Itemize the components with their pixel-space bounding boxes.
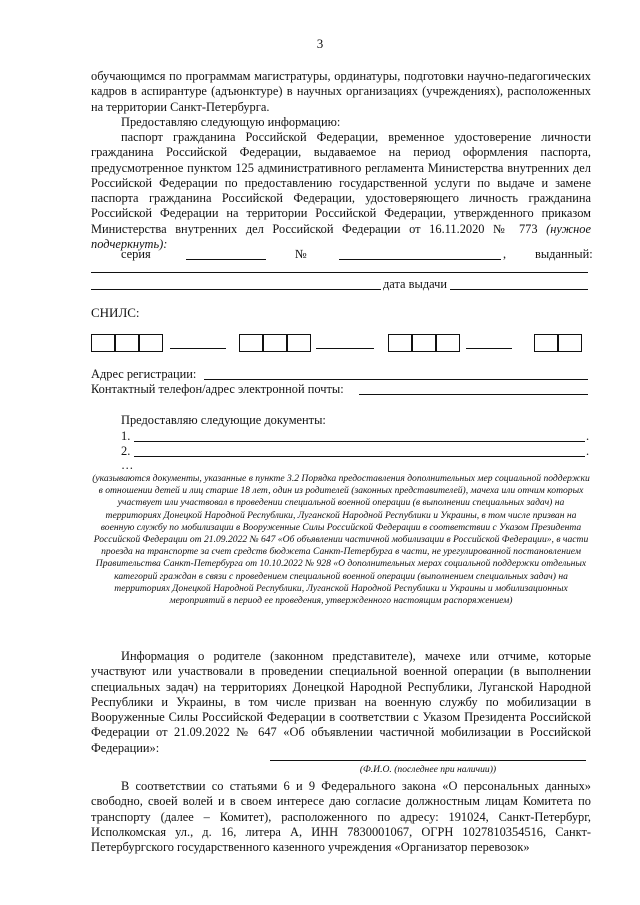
underline-instruction: (нужное подчеркнуть): <box>91 221 591 252</box>
snils-digit-box[interactable] <box>388 334 412 352</box>
issue-date-input[interactable] <box>450 289 588 290</box>
contact-label: Контактный телефон/адрес электронной почты: <box>91 382 344 396</box>
documents-heading <box>91 413 591 429</box>
comma: , <box>503 247 507 261</box>
document-2-input[interactable] <box>134 456 585 457</box>
consent-paragraph: В соответствии со статьями 6 и 9 Федерального закона «О персональных данных» свободно, своей волей и в своем интересе даю согласие должностным лицам Комитета по транспорту (далее – Комитет), расположенного по адресу: 191024, Санкт-Петербург, Исполкомская ул., д. 16, литера А, ИНН 7830001067, ОГРН 1027810354516, Санкт-Петербургского государственного казенного учреждения «Организатор перевозок» <box>91 779 591 855</box>
snils-digit-box[interactable] <box>91 334 115 352</box>
snils-digit-box[interactable] <box>436 334 460 352</box>
snils-separator <box>170 348 226 349</box>
documents-note: (указываются документы, указанные в пункте 3.2 Порядка предоставления дополнительных мер социальной поддержки в отношении детей и лиц старше 18 лет, один из родителей (законных представителей), мачеха или отчим которых участвует или участвовал в проведении специальной военной операции (в выполнении специальных задач) на территориях Донецкой Народной Республики, Луганской Народной Республики и Украины, в том числе призван на военную службу по мобилизации в Вооруженные Силы Российской Федерации в соответствии с Указом Президента Российской Федерации от 21.09.2022 № 647 «Об объявлении частичной мобилизации в Российской Федерации», в части проезда на транспорте за счет средств бюджета Санкт-Петербурга в части, не урегулированной постановлением Правительства Санкт-Петербурга от 10.10.2022 № 928 «О дополнительных мерах социальной поддержки отдельных категорий граждан в связи с проведением специальной военной операции (выполнением специальных задач) на территориях Донецкой Народной Республики, Луганской Народной Республики и Украины и мобилизационных мероприятий в период ее проведения, утвержденного настоящим распоряжением) <box>92 473 590 607</box>
snils-digit-box[interactable] <box>139 334 163 352</box>
issue-date-label: дата выдачи <box>383 277 447 291</box>
provide-info-heading: Предоставляю следующую информацию: <box>121 115 341 129</box>
doc-end-dot-1: . <box>586 429 590 443</box>
snils-digit-box[interactable] <box>534 334 558 352</box>
doc-number-1: 1. <box>121 429 131 443</box>
doc-number-2: 2. <box>121 444 131 458</box>
issue-date-row <box>91 277 591 293</box>
issued-by-input[interactable] <box>91 272 588 273</box>
parent-info-paragraph: Информация о родителе (законном представителе), мачехе или отчиме, которые участвуют или участвовали в проведении специальной военной операции (в выполнении специальных задач) на территориях Донецкой Народной Республики, Луганской Народной Республики и Украины, в том числе призван на военную службу по мобилизации в Вооруженные Силы Российской Федерации в соответствии с Указом Президента Российской Федерации от 21.09.2022 № 647 «Об объявлении частичной мобилизации в Российской Федерации»: <box>91 649 591 755</box>
address-label: Адрес регистрации: <box>91 367 197 381</box>
address-row <box>91 367 591 383</box>
snils-digit-box[interactable] <box>115 334 139 352</box>
address-input[interactable] <box>204 379 588 380</box>
snils-digit-box[interactable] <box>239 334 263 352</box>
parent-fio-input[interactable] <box>270 760 586 761</box>
snils-digit-box[interactable] <box>412 334 436 352</box>
contact-input[interactable] <box>359 394 588 395</box>
snils-separator <box>466 348 512 349</box>
passport-text <box>91 130 591 252</box>
document-item-1 <box>91 429 591 445</box>
snils-digit-box[interactable] <box>558 334 582 352</box>
number-label: № <box>295 247 307 261</box>
fio-caption: (Ф.И.О. (последнее при наличии)) <box>359 764 497 775</box>
snils-digit-box[interactable] <box>263 334 287 352</box>
document-ellipsis <box>91 458 591 474</box>
issued-by-input-2[interactable] <box>91 289 381 290</box>
snils-digit-box[interactable] <box>287 334 311 352</box>
document-1-input[interactable] <box>134 441 585 442</box>
passport-number-input[interactable] <box>339 259 501 260</box>
series-label: серия <box>121 247 151 261</box>
passport-description: паспорт гражданина Российской Федерации, временное удостоверение личности гражданина Российской Федерации, выдаваемое на период оформления паспорта, предусмотренное пунктом 125 административного регламента Министерства внутренних дел Российской Федерации по предоставлению государственной услуги по выдаче и замене паспорта гражданина Российской Федерации, удостоверяющего личность гражданина Российской Федерации на территории Российской Федерации, утвержденного приказом Министерства внутренних дел Российской Федерации от 16.11.2020 № 773 <box>91 130 591 236</box>
snils-separator <box>316 348 374 349</box>
intro-paragraph: обучающимся по программам магистратуры, ординатуры, подготовки научно-педагогических кадров в аспирантуре (адъюнктуре) в научных организациях (учреждениях), расположенных на территории Санкт-Петербурга. <box>91 69 591 114</box>
series-input[interactable] <box>186 259 266 260</box>
snils-label: СНИЛС: <box>91 305 140 320</box>
page-number: 3 <box>316 36 324 51</box>
doc-end-dot-2: . <box>586 444 590 458</box>
ellipsis-text: … <box>121 458 134 472</box>
documents-heading-text: Предоставляю следующие документы: <box>121 413 326 427</box>
issued-by-label: выданный: <box>535 247 593 261</box>
passport-series-row <box>91 247 591 263</box>
contact-row <box>91 382 591 398</box>
